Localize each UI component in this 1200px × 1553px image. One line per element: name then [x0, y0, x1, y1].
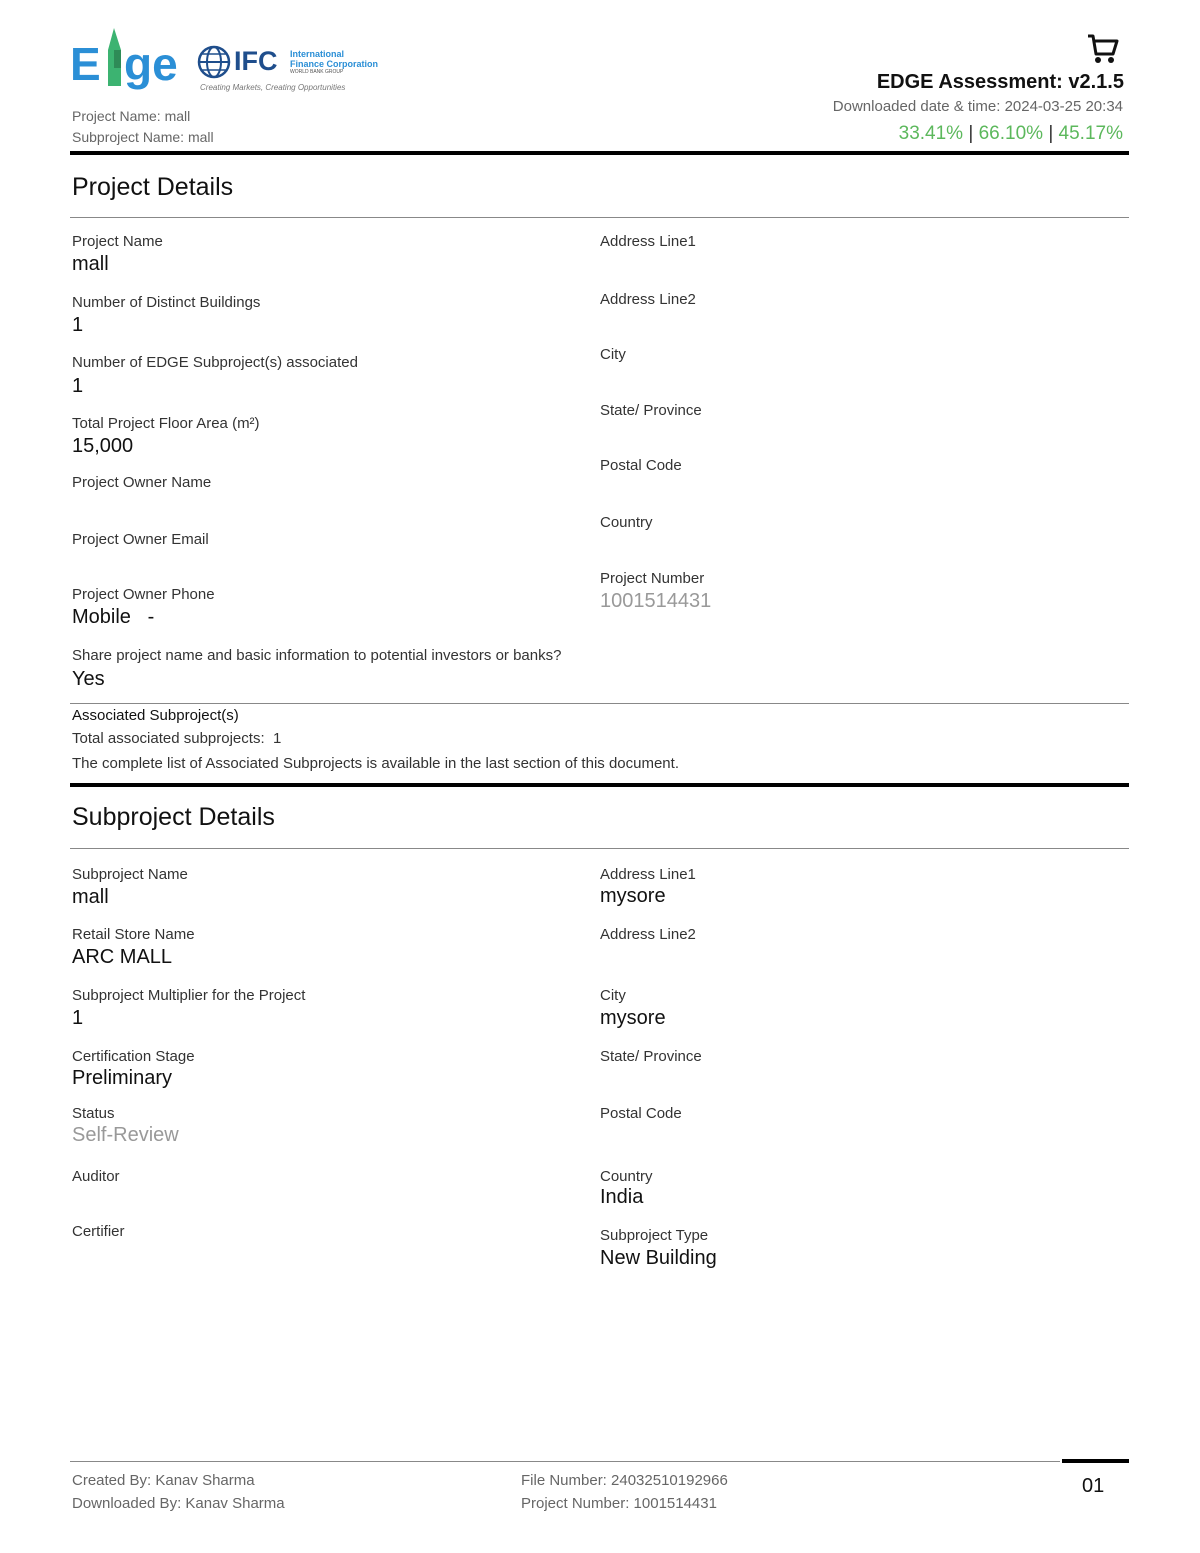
header-subproject-name: [72, 129, 214, 145]
share-info-label: Share project name and basic information to potential investors or banks?: [72, 647, 562, 664]
edge-logo-graphic: [70, 28, 180, 90]
owner-name-label: Project Owner Name: [72, 474, 212, 491]
project-number-label: Project Number: [600, 570, 705, 587]
ifc-logo: [196, 44, 396, 94]
project-name-label: Project Name: [72, 233, 163, 250]
distinct-buildings-value: 1: [72, 314, 84, 336]
water-score: 66.10%: [978, 123, 1044, 144]
materials-score: 45.17%: [1058, 123, 1123, 144]
associated-subprojects-total: Total associated subprojects: 1: [72, 730, 282, 747]
ifc-line2: Finance Corporation: [290, 59, 379, 69]
page-number: 01: [1082, 1475, 1105, 1497]
score-separator: |: [1048, 123, 1054, 144]
status-label: Status: [72, 1105, 115, 1122]
certification-stage-label: Certification Stage: [72, 1048, 195, 1065]
footer-downloaded-by: Downloaded By: Kanav Sharma: [72, 1495, 285, 1512]
status-value: Self-Review: [72, 1124, 179, 1146]
project-address1-label: Address Line1: [600, 233, 696, 250]
share-info-value: Yes: [72, 668, 105, 690]
ifc-line3: WORLD BANK GROUP: [290, 69, 344, 75]
owner-phone-value: Mobile -: [72, 606, 155, 628]
edge-logo: [70, 28, 180, 90]
page-number-bar: [1062, 1459, 1129, 1463]
associated-subprojects-note: The complete list of Associated Subprojects is available in the last section of this document.: [72, 755, 679, 772]
ifc-line1: International: [290, 49, 345, 59]
shopping-cart-icon[interactable]: [1086, 32, 1120, 66]
subproject-details-title: Subproject Details: [72, 803, 275, 831]
owner-phone-label: Project Owner Phone: [72, 586, 215, 603]
globe-icon: [196, 44, 232, 80]
project-city-label: City: [600, 346, 626, 363]
certifier-label: Certifier: [72, 1223, 125, 1240]
subproject-country-label: Country: [600, 1168, 653, 1185]
subproject-type-label: Subproject Type: [600, 1227, 709, 1244]
certification-stage-value: Preliminary: [72, 1067, 173, 1089]
footer-project-number: Project Number: 1001514431: [521, 1495, 717, 1512]
associated-divider: [70, 703, 1129, 704]
subproject-city-label: City: [600, 987, 626, 1004]
edge-logo-e: E: [70, 38, 101, 90]
download-timestamp: Downloaded date & time: 2024-03-25 20:34: [832, 98, 1123, 115]
project-state-label: State/ Province: [600, 402, 702, 419]
cart-graphic: [1086, 32, 1120, 66]
project-country-label: Country: [600, 514, 653, 531]
subproject-address1-value: mysore: [600, 885, 666, 907]
project-details-title: Project Details: [72, 173, 234, 201]
header-project-name: [72, 108, 190, 124]
subproject-country-value: India: [600, 1186, 644, 1208]
multiplier-label: Subproject Multiplier for the Project: [72, 987, 306, 1004]
floor-area-value: 15,000: [72, 435, 134, 457]
section-divider: [70, 783, 1129, 787]
project-name-value: mall: [72, 253, 109, 275]
owner-email-label: Project Owner Email: [72, 531, 209, 548]
retail-store-value: ARC MALL: [72, 946, 173, 968]
project-number-value: 1001514431: [600, 590, 712, 612]
footer-divider: [70, 1461, 1060, 1462]
distinct-buildings-label: Number of Distinct Buildings: [72, 294, 261, 311]
assessment-title: EDGE Assessment: v2.1.5: [876, 71, 1124, 93]
energy-score: 33.41%: [898, 123, 964, 144]
ifc-tagline: Creating Markets, Creating Opportunities: [200, 83, 346, 92]
score-summary: [899, 123, 1123, 145]
project-title-divider: [70, 217, 1129, 218]
header-subproject-name-label: Subproject Name:: [72, 129, 185, 145]
ifc-wordmark: IFC: [234, 46, 278, 76]
retail-store-label: Retail Store Name: [72, 926, 195, 943]
edge-logo-ge: ge: [124, 38, 178, 90]
project-address2-label: Address Line2: [600, 291, 696, 308]
multiplier-value: 1: [72, 1007, 84, 1029]
edge-subprojects-label: Number of EDGE Subproject(s) associated: [72, 354, 358, 371]
subproject-postal-label: Postal Code: [600, 1105, 682, 1122]
subproject-name-label: Subproject Name: [72, 866, 188, 883]
subproject-title-divider: [70, 848, 1129, 849]
floor-area-label: Total Project Floor Area (m²): [72, 415, 260, 432]
project-postal-label: Postal Code: [600, 457, 682, 474]
header-project-name-value: mall: [164, 108, 191, 124]
header-subproject-name-value: mall: [187, 129, 214, 145]
auditor-label: Auditor: [72, 1168, 120, 1185]
subproject-state-label: State/ Province: [600, 1048, 702, 1065]
edge-subprojects-value: 1: [72, 375, 84, 397]
footer-created-by: Created By: Kanav Sharma: [72, 1472, 255, 1489]
footer-file-number: File Number: 24032510192966: [521, 1472, 728, 1489]
associated-subprojects-title: Associated Subproject(s): [72, 707, 239, 724]
subproject-type-value: New Building: [600, 1247, 717, 1269]
subproject-city-value: mysore: [600, 1007, 666, 1029]
subproject-name-value: mall: [72, 886, 109, 908]
subproject-address1-label: Address Line1: [600, 866, 696, 883]
header-project-name-label: Project Name:: [72, 108, 161, 124]
subproject-address2-label: Address Line2: [600, 926, 696, 943]
score-separator: |: [968, 123, 974, 144]
header-divider: [70, 151, 1129, 155]
